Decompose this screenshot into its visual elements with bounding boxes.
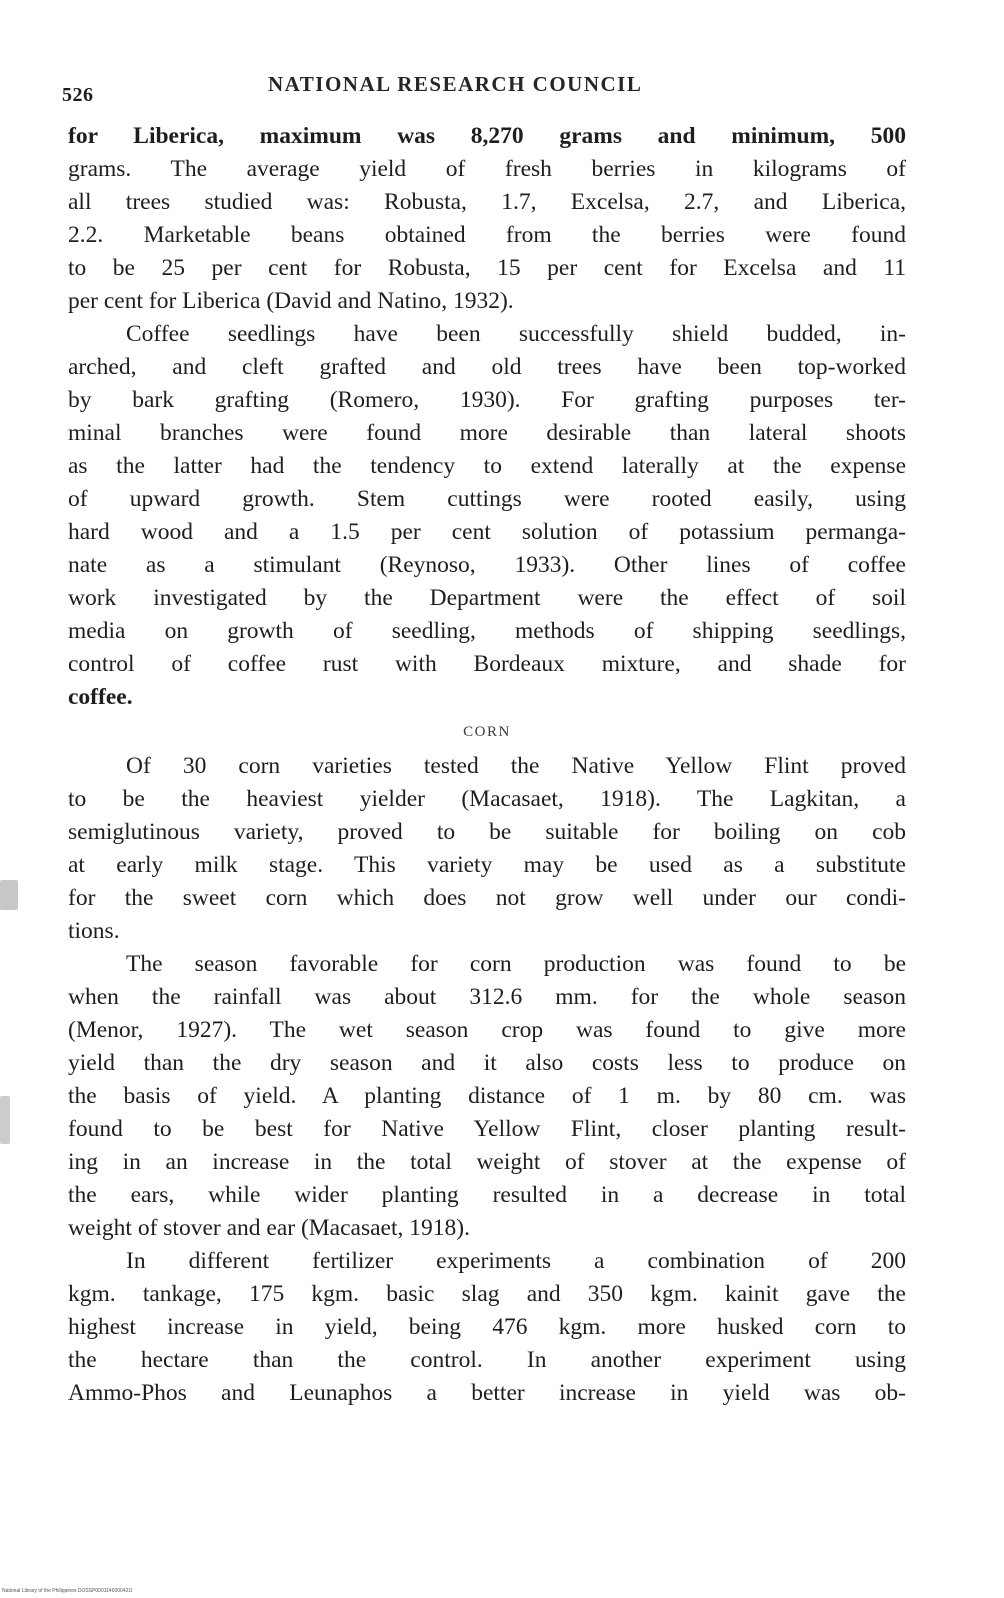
text-line: minal branches were found more desirable than lateral shoots	[68, 420, 906, 446]
text-line: grams. The average yield of fresh berries in kilograms of	[68, 156, 906, 182]
text-line: the basis of yield. A planting distance of 1 m. by 80 cm. was	[68, 1083, 906, 1109]
text-line: of upward growth. Stem cuttings were rooted easily, using	[68, 486, 906, 512]
text-line: hard wood and a 1.5 per cent solution of potassium permanga-	[68, 519, 906, 545]
text-line: tions.	[68, 918, 120, 944]
text-line: the hectare than the control. In another experiment using	[68, 1347, 906, 1373]
text-line: control of coffee rust with Bordeaux mixture, and shade for	[68, 651, 906, 677]
text-line: as the latter had the tendency to extend laterally at the expense	[68, 453, 906, 479]
text-line: media on growth of seedling, methods of shipping seedlings,	[68, 618, 906, 644]
text-line: for Liberica, maximum was 8,270 grams and minimum, 500	[68, 123, 906, 149]
text-line: for the sweet corn which does not grow well under our condi-	[68, 885, 906, 911]
running-head: NATIONAL RESEARCH COUNCIL	[268, 72, 643, 96]
text-line: Ammo-Phos and Leunaphos a better increase in yield was ob-	[68, 1380, 906, 1406]
page-number: 526	[62, 84, 94, 106]
text-line: at early milk stage. This variety may be used as a substitute	[68, 852, 906, 878]
paragraph-corn-season	[68, 948, 906, 1245]
section-heading-corn: CORN	[463, 724, 511, 740]
text-line: kgm. tankage, 175 kgm. basic slag and 350 kgm. kainit gave the	[68, 1281, 906, 1307]
text-line: Coffee seedlings have been successfully shield budded, in-	[126, 321, 906, 347]
text-line: nate as a stimulant (Reynoso, 1933). Other lines of coffee	[68, 552, 906, 578]
text-line: The season favorable for corn production was found to be	[126, 951, 906, 977]
scan-edge-mark	[0, 1096, 10, 1144]
text-line: all trees studied was: Robusta, 1.7, Excelsa, 2.7, and Liberica,	[68, 189, 906, 215]
text-line: by bark grafting (Romero, 1930). For grafting purposes ter-	[68, 387, 906, 413]
paragraph-corn-fertilizer	[68, 1245, 906, 1410]
text-line: work investigated by the Department were the effect of soil	[68, 585, 906, 611]
text-line: to be 25 per cent for Robusta, 15 per cent for Excelsa and 11	[68, 255, 906, 281]
text-line: highest increase in yield, being 476 kgm. more husked corn to	[68, 1314, 906, 1340]
text-line: semiglutinous variety, proved to be suitable for boiling on cob	[68, 819, 906, 845]
text-line: to be the heaviest yielder (Macasaet, 1918). The Lagkitan, a	[68, 786, 906, 812]
text-line: per cent for Liberica (David and Natino, 1932).	[68, 288, 514, 314]
text-line: 2.2. Marketable beans obtained from the berries were found	[68, 222, 906, 248]
paragraph-corn-varieties	[68, 750, 906, 948]
text-line: weight of stover and ear (Macasaet, 1918).	[68, 1215, 470, 1241]
scan-edge-mark	[0, 880, 18, 910]
paragraph-coffee-yield	[68, 120, 906, 318]
text-line: coffee.	[68, 684, 133, 710]
library-credit: National Library of the Philippines DOSSP0001146000421I	[2, 1588, 133, 1594]
paragraph-coffee-grafting	[68, 318, 906, 714]
text-line: (Menor, 1927). The wet season crop was found to give more	[68, 1017, 906, 1043]
text-line: when the rainfall was about 312.6 mm. for the whole season	[68, 984, 906, 1010]
text-line: the ears, while wider planting resulted in a decrease in total	[68, 1182, 906, 1208]
text-line: found to be best for Native Yellow Flint, closer planting result-	[68, 1116, 906, 1142]
text-line: yield than the dry season and it also costs less to produce on	[68, 1050, 906, 1076]
text-line: arched, and cleft grafted and old trees have been top-worked	[68, 354, 906, 380]
text-line: Of 30 corn varieties tested the Native Yellow Flint proved	[126, 753, 906, 779]
text-line: In different fertilizer experiments a combination of 200	[126, 1248, 906, 1274]
body-text	[68, 120, 906, 1410]
text-line: ing in an increase in the total weight of stover at the expense of	[68, 1149, 906, 1175]
